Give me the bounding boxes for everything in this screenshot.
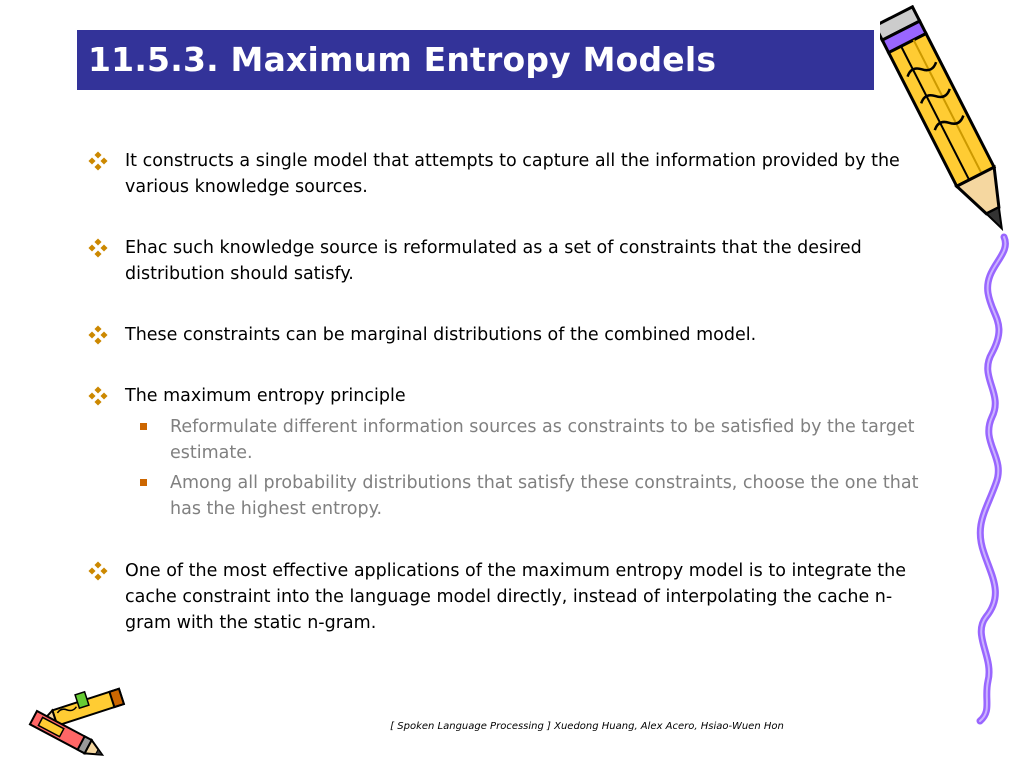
diamond-quad-bullet-icon	[88, 561, 108, 581]
square-bullet-icon	[140, 479, 147, 486]
bullet-text: The maximum entropy principle	[125, 386, 406, 406]
diamond-quad-bullet-icon	[88, 325, 108, 345]
subbullet-item	[88, 470, 938, 522]
diamond-quad-bullet-icon	[88, 238, 108, 258]
subbullet-text: Among all probability distributions that satisfy these constraints, choose the one that has the highest entropy.	[170, 473, 919, 519]
bullet-item	[88, 235, 938, 287]
title-bar	[77, 30, 874, 90]
square-bullet-icon	[140, 423, 147, 430]
slide-title: 11.5.3. Maximum Entropy Models	[88, 40, 717, 79]
slide-footer: [ Spoken Language Processing ] Xuedong Huang, Alex Acero, Hsiao-Wuen Hon	[390, 721, 784, 732]
slide-content	[88, 148, 938, 671]
bullet-text: Ehac such knowledge source is reformulated as a set of constraints that the desired distribution should satisfy.	[125, 238, 862, 284]
bullet-item	[88, 148, 938, 200]
bullet-item	[88, 558, 938, 636]
diamond-quad-bullet-icon	[88, 151, 108, 171]
subbullet-text: Reformulate different information sources as constraints to be satisfied by the target estimate.	[170, 417, 915, 463]
bullet-text: These constraints can be marginal distributions of the combined model.	[125, 325, 757, 345]
diamond-quad-bullet-icon	[88, 386, 108, 406]
pencil-squiggle-icon	[880, 5, 1024, 725]
bullet-text: One of the most effective applications of the maximum entropy model is to integrate the cache constraint into the language model directly, instead of interpolating the cache n-gram with the static n-gram.	[125, 561, 906, 633]
bullet-item	[88, 322, 938, 348]
bullet-text: It constructs a single model that attempts to capture all the information provided by the various knowledge sources.	[125, 151, 900, 197]
subbullet-item	[88, 414, 938, 466]
subbullet-list	[88, 414, 938, 522]
bullet-item	[88, 383, 938, 409]
